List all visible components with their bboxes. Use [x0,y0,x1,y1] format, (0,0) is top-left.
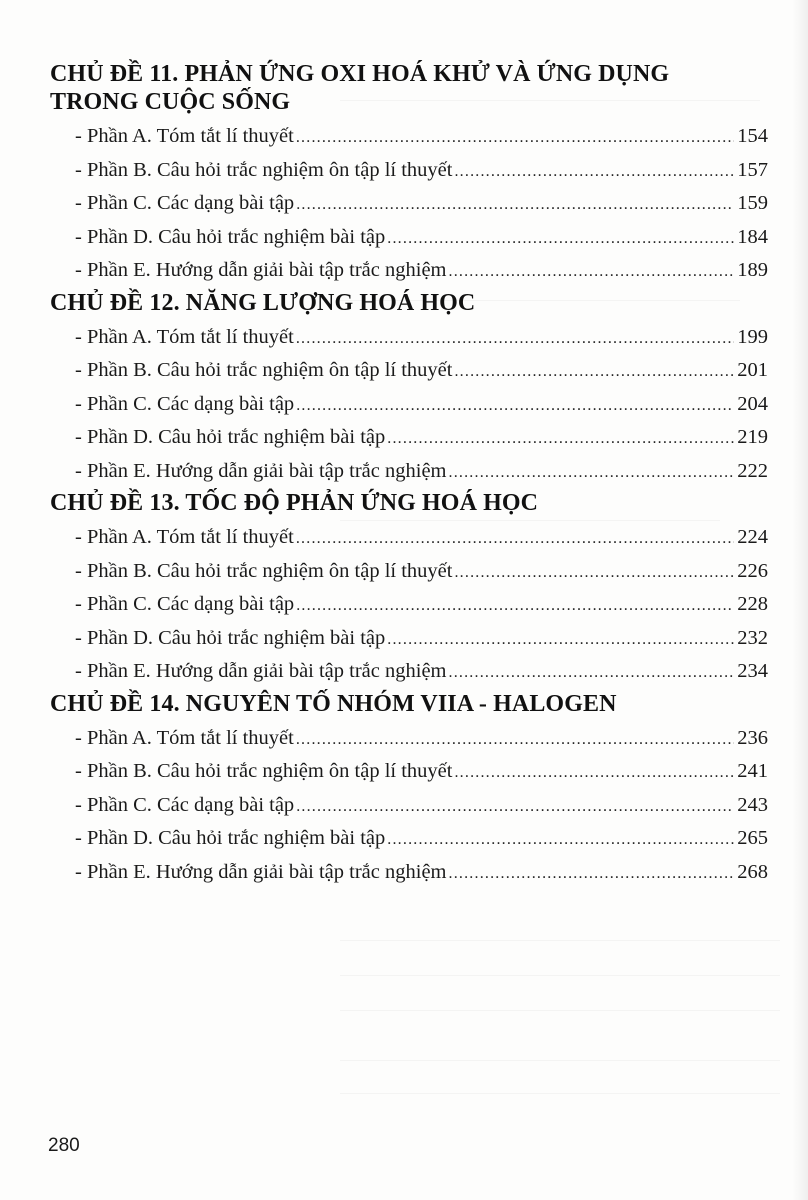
toc-entry[interactable] [50,388,768,422]
toc-entry-label: - Phần C. Các dạng bài tập [75,593,295,615]
dot-leader [449,255,735,289]
toc-entry-label: - Phần C. Các dạng bài tập [75,793,295,816]
toc-entry-label: - Phần C. Các dạng bài tập [75,192,295,214]
chapter-title-line-1: CHỦ ĐỀ 13. TỐC ĐỘ PHẢN ỨNG HOÁ HỌC [50,490,539,516]
toc-entry-page: 201 [737,359,768,381]
dot-leader [454,756,734,790]
toc-entry-label: - Phần D. Câu hỏi trắc nghiệm bài tập [75,225,386,248]
toc-entry[interactable] [50,254,768,288]
dot-leader [387,623,734,657]
toc-entry-page: 157 [737,158,768,181]
toc-entry[interactable] [50,789,768,823]
toc-entry[interactable] [50,655,768,689]
toc-entry-label: - Phần D. Câu hỏi trắc nghiệm bài tập [75,626,386,649]
dot-leader [296,790,734,824]
toc-entry-label: - Phần A. Tóm tắt lí thuyết [75,125,294,147]
dot-leader [296,522,734,556]
toc-entry[interactable] [50,755,768,789]
bleed-line [340,940,780,941]
dot-leader [454,155,734,189]
bleed-line [340,1060,780,1061]
dot-leader [387,422,734,456]
dot-leader [454,355,734,389]
toc-entry[interactable] [50,588,768,622]
toc-entry-page: 219 [737,426,768,448]
toc-entry-page: 243 [737,793,768,816]
toc-entry-label: - Phần A. Tóm tắt lí thuyết [75,526,294,548]
toc-entry-label: - Phần E. Hướng dẫn giải bài tập trắc nghiệm [75,259,447,281]
toc-entry-page: 228 [737,593,768,615]
dot-leader [296,389,734,423]
dot-leader [387,222,734,256]
toc-entry-page: 184 [737,225,768,248]
toc-entry[interactable] [50,120,768,154]
toc-entry-page: 204 [737,392,768,415]
toc-entry-label: - Phần B. Câu hỏi trắc nghiệm ôn tập lí thuyết [75,760,453,782]
dot-leader [296,121,734,155]
chapter-12 [50,289,768,489]
dot-leader [296,723,734,757]
chapter-title [50,489,768,517]
toc-entry[interactable] [50,555,768,589]
toc-entry-page: 222 [737,459,768,482]
dot-leader [296,322,734,356]
toc-entry-page: 234 [737,660,768,682]
toc-entry-page: 236 [737,726,768,749]
toc-entry-label: - Phần D. Câu hỏi trắc nghiệm bài tập [75,827,386,849]
page-number: 280 [48,1135,80,1156]
toc-entry[interactable] [50,455,768,489]
dot-leader [387,823,734,857]
toc-entry-label: - Phần C. Các dạng bài tập [75,392,295,415]
bleed-line [340,975,780,976]
dot-leader [449,456,735,490]
dot-leader [296,589,734,623]
toc-entry-page: 232 [737,626,768,649]
toc-entry[interactable] [50,856,768,890]
chapter-title [50,289,768,317]
bleed-line [340,1010,780,1011]
toc-entry-label: - Phần B. Câu hỏi trắc nghiệm ôn tập lí thuyết [75,559,453,582]
toc-entry-page: 199 [737,325,768,348]
toc-entry-page: 241 [737,760,768,782]
bleed-line [340,1093,780,1094]
toc-entry[interactable] [50,521,768,555]
chapter-title-line-1: CHỦ ĐỀ 11. PHẢN ỨNG OXI HOÁ KHỬ VÀ ỨNG DỤNG [50,61,670,87]
toc-entry[interactable] [50,354,768,388]
toc-entry[interactable] [50,154,768,188]
toc-entry-page: 265 [737,827,768,849]
toc-entry-label: - Phần E. Hướng dẫn giải bài tập trắc nghiệm [75,459,447,482]
toc-entry[interactable] [50,421,768,455]
toc-entry[interactable] [50,622,768,656]
toc-entry[interactable] [50,822,768,856]
toc-entry-page: 224 [737,526,768,548]
toc-entry-page: 268 [737,860,768,883]
toc-entry-page: 159 [737,192,768,214]
toc-entry-page: 154 [737,125,768,147]
table-of-contents [50,60,768,889]
toc-entry-label: - Phần B. Câu hỏi trắc nghiệm ôn tập lí thuyết [75,158,453,181]
toc-entry[interactable] [50,321,768,355]
chapter-title-line-1: CHỦ ĐỀ 14. NGUYÊN TỐ NHÓM VIIA - HALOGEN [50,690,617,717]
dot-leader [296,188,734,222]
toc-entry-label: - Phần A. Tóm tắt lí thuyết [75,726,294,749]
toc-entry[interactable] [50,187,768,221]
chapter-title-line-2: TRONG CUỘC SỐNG [50,89,291,115]
chapter-11 [50,60,768,288]
chapter-title [50,690,768,718]
chapter-title [50,60,768,116]
chapter-14 [50,690,768,890]
toc-entry-label: - Phần B. Câu hỏi trắc nghiệm ôn tập lí thuyết [75,359,453,381]
toc-entry-page: 226 [737,559,768,582]
dot-leader [454,556,734,590]
dot-leader [449,656,735,690]
chapter-title-line-1: CHỦ ĐỀ 12. NĂNG LƯỢNG HOÁ HỌC [50,289,476,316]
toc-entry-page: 189 [737,259,768,281]
page-gutter-shadow [792,0,808,1200]
toc-entry-label: - Phần E. Hướng dẫn giải bài tập trắc nghiệm [75,860,447,883]
toc-entry-label: - Phần D. Câu hỏi trắc nghiệm bài tập [75,426,386,448]
toc-entry[interactable] [50,722,768,756]
toc-entry-label: - Phần E. Hướng dẫn giải bài tập trắc nghiệm [75,660,447,682]
toc-entry-label: - Phần A. Tóm tắt lí thuyết [75,325,294,348]
toc-entry[interactable] [50,221,768,255]
dot-leader [449,857,735,891]
chapter-13 [50,489,768,689]
